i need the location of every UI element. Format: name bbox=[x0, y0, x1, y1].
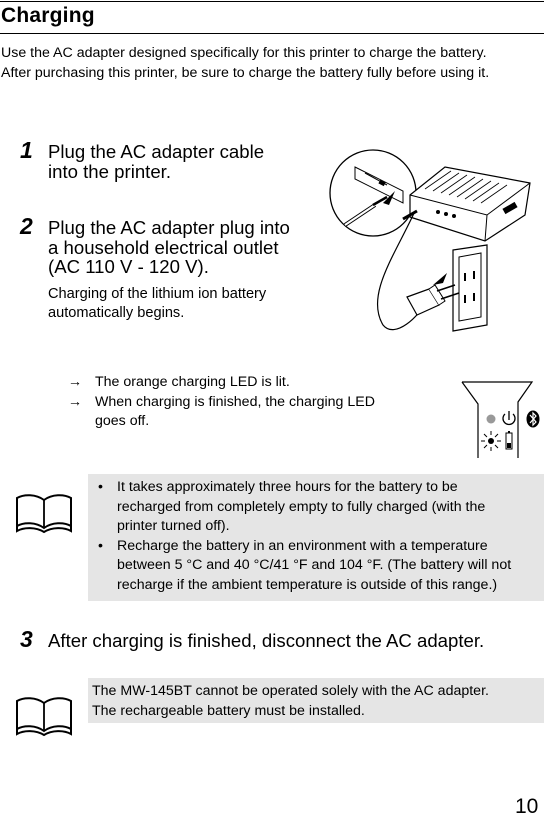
result-text-line: When charging is finished, the charging LED bbox=[95, 394, 375, 410]
wall-outlet-icon bbox=[453, 245, 487, 331]
note-text-line: The MW-145BT cannot be operated solely with the AC adapter. bbox=[92, 683, 489, 699]
charging-led-icon bbox=[487, 415, 496, 424]
intro-paragraph: Use the AC adapter designed specifically for this printer to charge the battery. bbox=[1, 45, 487, 61]
step-text-line: into the printer. bbox=[48, 160, 172, 182]
result-item bbox=[62, 393, 375, 431]
step-text-line: Plug the AC adapter plug into bbox=[48, 217, 290, 238]
note-text-line: Recharge the battery in an environment with a temperature bbox=[117, 537, 488, 554]
power-icon bbox=[503, 411, 515, 424]
step-text-line: Plug the AC adapter cable bbox=[48, 141, 265, 162]
step-subtext bbox=[48, 285, 266, 323]
step-number: 1 bbox=[20, 137, 33, 163]
top-rule bbox=[0, 1, 544, 2]
bluetooth-icon bbox=[527, 411, 540, 428]
step-text bbox=[48, 631, 484, 651]
printer-icon bbox=[410, 167, 530, 241]
result-text-line: goes off. bbox=[95, 413, 150, 429]
intro-text bbox=[1, 44, 544, 83]
note-list bbox=[88, 474, 544, 595]
note-text-line: The rechargeable battery must be installed. bbox=[92, 702, 365, 719]
battery-icon bbox=[506, 431, 512, 449]
note-item bbox=[94, 537, 538, 596]
arrow-right-icon: → bbox=[67, 394, 83, 410]
charging-indicator-icon bbox=[481, 431, 501, 451]
step-text bbox=[48, 142, 264, 181]
note-text-line: between 5 °C and 40 °C/41 °F and 104 °F. (The battery will not bbox=[117, 557, 512, 573]
result-item bbox=[62, 373, 375, 392]
note-box bbox=[88, 678, 544, 723]
note-text-line: printer turned off). bbox=[117, 518, 230, 534]
note-box bbox=[88, 474, 544, 601]
open-book-icon bbox=[14, 693, 74, 737]
title-rule bbox=[0, 33, 544, 34]
bullet: • bbox=[98, 479, 103, 495]
intro-paragraph: After purchasing this printer, be sure to charge the battery fully before using it. bbox=[1, 64, 490, 81]
note-text bbox=[88, 678, 544, 721]
note-text-line: recharge if the ambient temperature is outside of this range.) bbox=[117, 576, 498, 593]
result-list bbox=[62, 373, 375, 431]
step-text-line: a household electrical outlet bbox=[48, 236, 279, 258]
bullet: • bbox=[98, 537, 103, 554]
page-title: Charging bbox=[1, 4, 95, 27]
step-subtext-line: automatically begins. bbox=[48, 305, 185, 321]
step-text-line: After charging is finished, disconnect the AC adapter. bbox=[48, 630, 485, 651]
result-text-line: The orange charging LED is lit. bbox=[95, 374, 290, 390]
led-panel-illustration bbox=[460, 380, 544, 458]
ac-adapter-icon bbox=[407, 273, 459, 315]
note-item bbox=[94, 478, 538, 537]
step-number: 3 bbox=[20, 626, 33, 652]
connector-zoom-icon bbox=[330, 150, 416, 236]
step-text-line: (AC 110 V - 120 V). bbox=[48, 256, 209, 277]
step-subtext-line: Charging of the lithium ion battery bbox=[48, 286, 267, 302]
note-text-line: It takes approximately three hours for the battery to be bbox=[117, 479, 458, 495]
page-number: 10 bbox=[515, 795, 539, 818]
step-number: 2 bbox=[20, 213, 33, 239]
arrow-right-icon: → bbox=[67, 374, 83, 390]
printer-adapter-illustration bbox=[325, 145, 540, 340]
open-book-icon bbox=[14, 490, 74, 534]
note-text-line: recharged from completely empty to fully charged (with the bbox=[117, 498, 486, 515]
step-text bbox=[48, 218, 290, 277]
